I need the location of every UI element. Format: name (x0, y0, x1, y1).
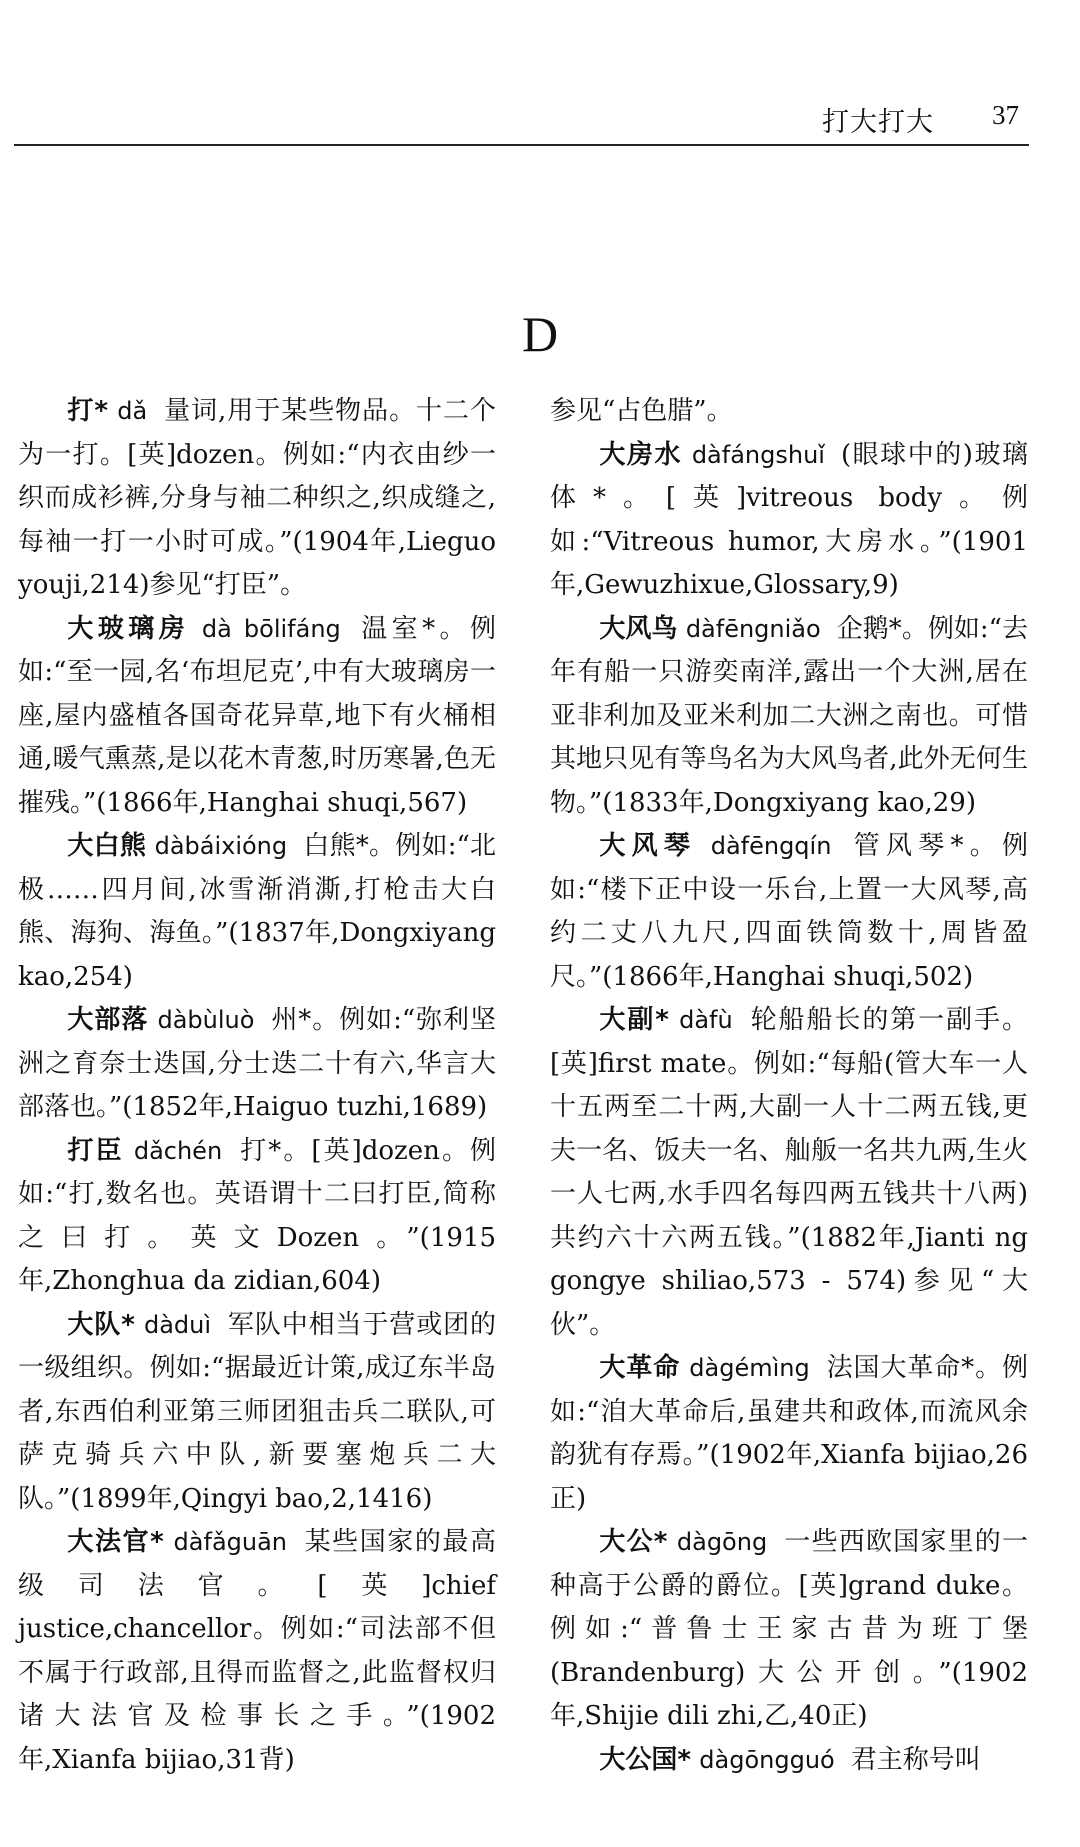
entry-headword: 大队 (67, 1309, 122, 1340)
entry-star-mark: * (150, 1527, 164, 1557)
entry-headword: 大公国 (599, 1744, 678, 1775)
entry-star-mark: * (94, 396, 108, 426)
entry-headword: 大白熊 (67, 831, 147, 861)
entry-pinyin: dàgōngguó (699, 1745, 835, 1774)
entry-pinyin: dàgémìng (689, 1354, 810, 1382)
entry-headword: 大风鸟 (599, 613, 678, 644)
entry-definition: 企鹅*。例如:“去年有船一只游奕南洋,露出一个大洲,居在亚非利加及亚米利加二大洲之南也。可惜其地只见有等鸟名为大风鸟者,此外无何生物。”(1833年,Dongxiyang kao,29) (550, 613, 1028, 818)
entry-star-mark: * (677, 1744, 692, 1775)
entry-pinyin: dàfēngniǎo (685, 614, 821, 643)
dictionary-entry (550, 1347, 1028, 1521)
running-header (14, 98, 1029, 146)
entry-definition: 量词,用于某些物品。十二个为一打。[英]dozen。例如:“内衣由纱一织而成衫裤,分身与袖二种织之,织成缝之,每袖一打一小时可成。”(1904年,Lieguo youji,214)参见“打臣”。 (18, 396, 496, 600)
entry-definition: 温室*。例如:“至一园,名‘布坦尼克’,中有大玻璃房一座,屋内盛植各国奇花异草,地下有火桶相通,暖气熏蒸,是以花木青葱,时历寒暑,色无摧残。”(1866年,Hanghai shuqi,567) (18, 613, 496, 818)
entry-headword: 大玻璃房 (67, 613, 190, 644)
entry-pinyin: dà bōlifáng (201, 614, 341, 643)
entry-pinyin: dàfù (679, 1006, 733, 1034)
entry-pinyin: dǎ (117, 397, 148, 425)
dictionary-entry (550, 608, 1028, 826)
entry-headword: 大副 (599, 1005, 656, 1035)
entry-definition: 某些国家的最高级司法官。[英]chief justice,chancellor。例如:“司法部不但不属于行政部,且得而监督之,此监督权归诸大法官及检事长之手。”(1902年,Xianfa bijiao,31背) (18, 1527, 496, 1775)
entry-headword: 大法官 (67, 1527, 151, 1557)
dictionary-entry (18, 999, 496, 1130)
entry-definition: 州*。例如:“弥利坚洲之育奈士迭国,分士迭二十有六,华言大部落也。”(1852年,Haiguo tuzhi,1689) (18, 1005, 496, 1122)
entry-headword: 打臣 (67, 1135, 124, 1166)
dictionary-entry (550, 1739, 1028, 1783)
entry-headword: 大公 (599, 1527, 654, 1557)
entry-headword: 大部落 (67, 1005, 149, 1035)
entry-star-mark: * (121, 1309, 135, 1340)
dictionary-entry (550, 825, 1028, 999)
dictionary-entry (550, 434, 1028, 608)
entry-pinyin: dàbáixióng (154, 832, 288, 860)
dictionary-entry (18, 1304, 496, 1522)
entry-headword: 大房水 (599, 439, 682, 470)
dictionary-entry (18, 825, 496, 999)
entry-definition: 君主称号叫 (850, 1744, 981, 1775)
entry-headword: 大革命 (599, 1353, 681, 1383)
entry-definition: 管风琴*。例如:“楼下正中设一乐台,上置一大风琴,高约二丈八九尺,四面铁筒数十,周皆盈尺。”(1866年,Hanghai shuqi,502) (550, 831, 1028, 992)
running-heads: 打大打大 (822, 107, 934, 138)
entry-definition: 打*。[英]dozen。例如:“打,数名也。英语谓十二曰打臣,简称之曰打。英文Dozen。”(1915年,Zhonghua da zidian,604) (18, 1135, 496, 1296)
dictionary-entry (18, 608, 496, 826)
entry-headword: 打 (67, 396, 95, 426)
dictionary-entry (550, 390, 1028, 434)
left-column (18, 390, 496, 1782)
entry-pinyin: dàbùluò (157, 1006, 255, 1034)
entry-star-mark: * (653, 1527, 668, 1557)
entry-pinyin: dàfǎguān (173, 1528, 288, 1556)
entry-definition: (眼球中的)玻璃体*。[英]vitreous body。例如:“Vitreous humor,大房水。”(1901年,Gewuzhixue,Glossary,9) (550, 439, 1028, 600)
dictionary-entry (18, 1521, 496, 1782)
dictionary-entry (18, 1130, 496, 1304)
dictionary-entry (18, 390, 496, 608)
entry-pinyin: dàduì (143, 1310, 212, 1339)
entry-definition: 一些西欧国家里的一种高于公爵的爵位。[英]grand duke。例如:“普鲁士王家古昔为班丁堡(Brandenburg)大公开创。”(1902年,Shijie dili zhi,乙,40正) (550, 1527, 1028, 1731)
entry-definition: 军队中相当于营或团的一级组织。例如:“据最近计策,成辽东半岛者,东西伯利亚第三师团狙击兵二联队,可萨克骑兵六中队,新要塞炮兵二大队。”(1899年,Qingyi bao,2,1416) (18, 1309, 496, 1514)
entry-definition: 白熊*。例如:“北极……四月间,冰雪渐消澌,打枪击大白熊、海狗、海鱼。”(1837年,Dongxiyang kao,254) (18, 831, 496, 992)
dictionary-entry (550, 1521, 1028, 1739)
entry-definition: 轮船船长的第一副手。[英]first mate。例如:“每船(管大车一人十五两至二十两,大副一人十二两五钱,更夫一名、饭夫一名、舢舨一名共九两,生火一人七两,水手四名每四两五钱共十八两)共约六十六两五钱。”(1882年,Jianti ng gongye shiliao,573 - 574)参见“大伙”。 (550, 1005, 1028, 1340)
dictionary-entry (550, 999, 1028, 1347)
entry-pinyin: dàfēngqín (710, 832, 832, 860)
right-column (550, 390, 1028, 1782)
entry-pinyin: dàfángshuǐ (691, 440, 825, 469)
entry-headword: 大风琴 (599, 831, 697, 861)
entry-pinyin: dàgōng (676, 1528, 768, 1556)
entry-definition: 法国大革命*。例如:“洎大革命后,虽建共和政体,而流风余韵犹有存焉。”(1902年,Xianfa bijiao,26正) (550, 1353, 1028, 1514)
entry-star-mark: * (655, 1005, 669, 1035)
section-letter: D (521, 306, 559, 362)
entry-definition: 参见“占色腊”。 (550, 396, 733, 426)
entry-pinyin: dǎchén (133, 1136, 223, 1165)
page-number: 37 (992, 100, 1019, 130)
